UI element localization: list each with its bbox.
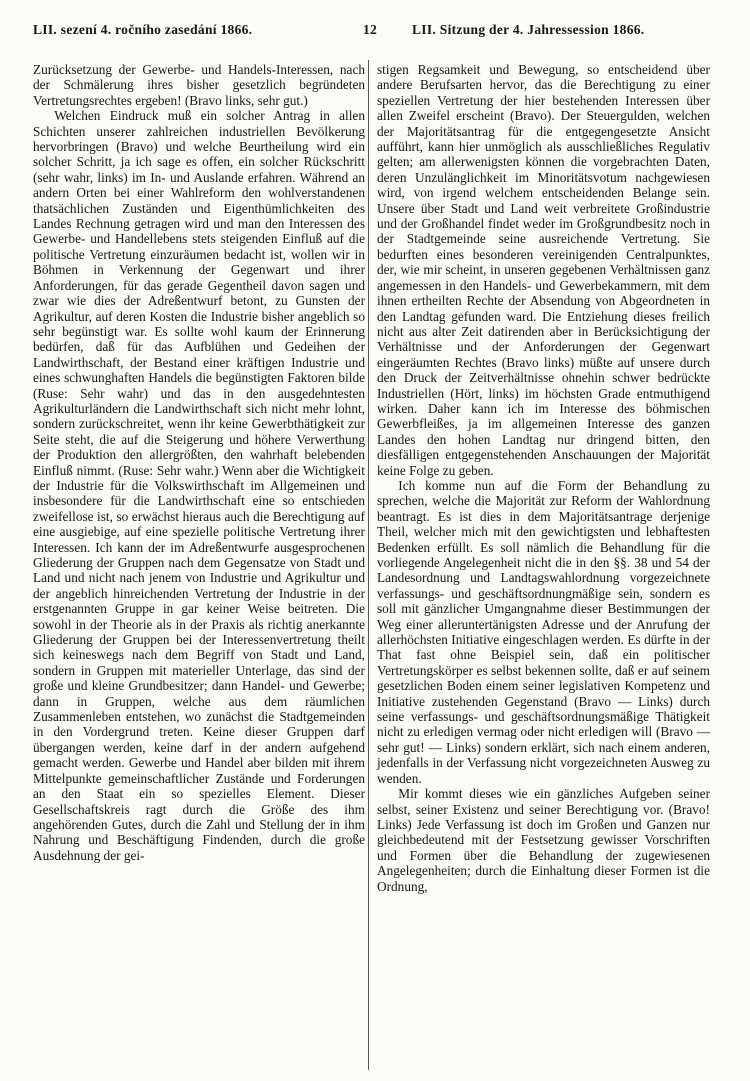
paragraph: stigen Regsamkeit und Bewegung, so entscheidend über andere Berufsarten hervor, das die Berechtigung zu einer speziellen Vertretung der hier bestehenden Interessen über allen Zweifel erscheint (Bravo). Der Steuergulden, welchen der Majoritätsantrag für die entgegengesetzte Ansicht aufführt, kann hier unmöglich als ausschließliches Regulativ gelten; am allerwenigsten können die vorgebrachten Daten, deren Unzulänglichkeit im Minoritätsvotum nachgewiesen wird, von irgend welchem entscheidenden Belange sein. Unsere über Stadt und Land weit verbreitete Großindustrie und der Großhandel findet weder im Großgrundbesitz noch in der Stadtgemeinde seine ausreichende Vertretung. Sie bedurften eines besonderen vereinigenden Centralpunktes, der, wie mir scheint, in unseren gegebenen Verhältnissen ganz angemessen in den Handels- und Gewerbekammern, mit dem ihnen ertheilten Rechte der Absendung von Abgeordneten in den Landtag gefunden ward. Die Entziehung dieses freilich nicht aus alter Zeit datirenden aber in Berücksichtigung der Verhältnisse und der Anforderungen der Gegenwart eingeräumten Rechtes (Bravo links) müßte auf unsere durch den Druck der Zeitverhältnisse ohnehin schwer bedrückte Industriellen (Hört, links) im höchsten Grade entmuthigend wirken. Daher kann ich im Interesse des böhmischen Gewerbfleißes, ja im allgemeinen Interesse des ganzen Landes den hohen Landtag nur dringend bitten, den diesfälligen entgegenstehenden Anschauungen der Majorität keine Folge zu geben. xyxy=(377,62,710,478)
page-number: 12 xyxy=(363,22,378,37)
column-divider xyxy=(368,60,369,1070)
header-german-title: LII. Sitzung der 4. Jahressession 1866. xyxy=(412,22,645,37)
paragraph: Ich komme nun auf die Form der Behandlung zu sprechen, welche die Majorität zur Reform der Wahlordnung beantragt. Es ist dies in dem Majoritätsantrage derjenige Theil, welcher mich mit den gewichtigsten und lebhaftesten Bedenken erfüllt. Es soll nämlich die Behandlung für die vorliegende Angelegenheit nicht die in den §§. 38 und 54 der Landesordnung und Landtagswahlordnung vorgezeichnete verfassungs- und geschäftsordnungmäßige sein, sondern es soll mit gänzlicher Umgangnahme dieser Bestimmungen der Weg einer alleruntertänigsten Adresse und der Anrufung der allerhöchsten Initiative eingeschlagen werden. Es dürfte in der That fast ohne Beispiel sein, daß ein politischer Vertretungskörper es selbst bekennen sollte, daß er auf seinem gesetzlichen Boden einem seiner legislativen Kompetenz und Initiative zustehenden Gegenstand (Bravo — Links) durch seine verfassungs- und geschäftsordnungsmäßige Thätigkeit nicht zu erledigen vermag oder nicht erledigen will (Bravo — sehr gut! — Links) sondern erklärt, sich nach einem anderen, jedenfalls in der Verfassung nicht vorgezeichneten Ausweg zu wenden. xyxy=(377,477,710,786)
paragraph: Welchen Eindruck muß ein solcher Antrag in allen Schichten unserer zahlreichen industriellen Bevölkerung hervorbringen (Bravo) und welche Beurtheilung wird ein solcher Schritt, ja ich sage es offen, ein solcher Rückschritt (sehr wahr, links) im In- und Auslande erfahren. Während an andern Orten bei einer Wahlreform den wohlverstandenen thatsächlichen Zuständen und Eigenthümlichkeiten des Landes Rechnung getragen wird und man den Interessen des Gewerbe- und Handellebens stets steigenden Einfluß auf die politische Vertretung einzuräumen bedacht ist, wollen wir in Böhmen in Verkennung der Gegenwart und ihrer Anforderungen, für das gerade Gegentheil davon sagen und zwar wie dies der Adreßentwurf betont, zu Gunsten der Agrikultur, auf deren Kosten die Industrie bisher angeblich so sehr begünstigt war. Es sollte wohl kaum der Erinnerung bedürfen, daß für das Aufblühen und Gedeihen der Landwirthschaft, der Bestand einer kräftigen Industrie und eines schwunghaften Handels die begünstigten Faktoren bilde (Ruse: Sehr wahr) und das in den ausgedehntesten Agrikulturländern die Landwirthschaft sich nicht mehr lohnt, sondern zurückschreitet, wenn ihr keine Gewerbthätigkeit zur Seite steht, die auf die Steigerung und höhere Verwerthung der Produktion den allergrößten, den wahrhaft belebenden Einfluß nimmt. (Ruse: Sehr wahr.) Wenn aber die Wichtigkeit der Industrie für die Volkswirthschaft im Allgemeinen und insbesondere für die Landwirthschaft eine so entschieden zweifellose ist, so erwächst hieraus auch die Berechtigung auf eine ausgiebige, auf eine spezielle politische Vertretung ihrer Interessen. Ich kann der im Adreßentwurfe ausgesprochenen Gliederung der Gruppen nach dem Gegensatze von Stadt und Land und nicht nach jenem von Industrie und Agrikultur und der angeblich hinreichenden Vertretung der Industrie in der erstgenannten Gruppe in gar keiner Weise beitreten. Die sowohl in der Theorie als in der Praxis als richtig anerkannte Gliederung der Gruppen bei der Interessenvertretung theilt sich keineswegs nach dem Begriff von Stadt und Land, sondern in Gruppen mit materieller Unterlage, das sind der große und kleine Grundbesitzer; dann Handel- und Gewerbe; dann in Gruppen, welche aus dem räumlichen Zusammenleben entstehen, wo zunächst die Stadtgemeinden in den Vordergrund treten. Keine dieser Gruppen darf übergangen werden, keine darf in der andern aufgehend gemacht werden. Gewerbe und Handel aber bilden mit ihrem Mittelpunkte gemeinschaftlicher Zustände und Forderungen an den Staat ein so spezielles Element. Dieser Gesellschaftskreis ragt durch die Größe des ihm angehörenden Gutes, durch die Zahl und Stellung der in ihm Nahrung und Beschäftigung Findenden, durch die große Ausdehnung der gei- xyxy=(33,108,365,863)
header-czech-title: LII. sezení 4. ročního zasedání 1866. xyxy=(33,22,253,37)
paragraph: Zurücksetzung der Gewerbe- und Handels-Interessen, nach der Schmälerung ihres bisher gesetzlich begründeten Vertretungsrechtes ergeben! (Bravo links, sehr gut.) xyxy=(33,62,365,108)
left-column xyxy=(33,62,365,863)
paragraph: Mir kommt dieses wie ein gänzliches Aufgeben seiner selbst, seiner Existenz und seiner Berechtigung vor. (Bravo! Links) Jede Verfassung ist doch im Großen und Ganzen nur gleichbedeutend mit der Festsetzung gewisser Vorschriften und Formen über die Behandlung der zugewiesenen Angelegenheiten; durch die Einhaltung dieser Formen ist die Ordnung, xyxy=(377,786,710,894)
right-column xyxy=(377,62,710,894)
